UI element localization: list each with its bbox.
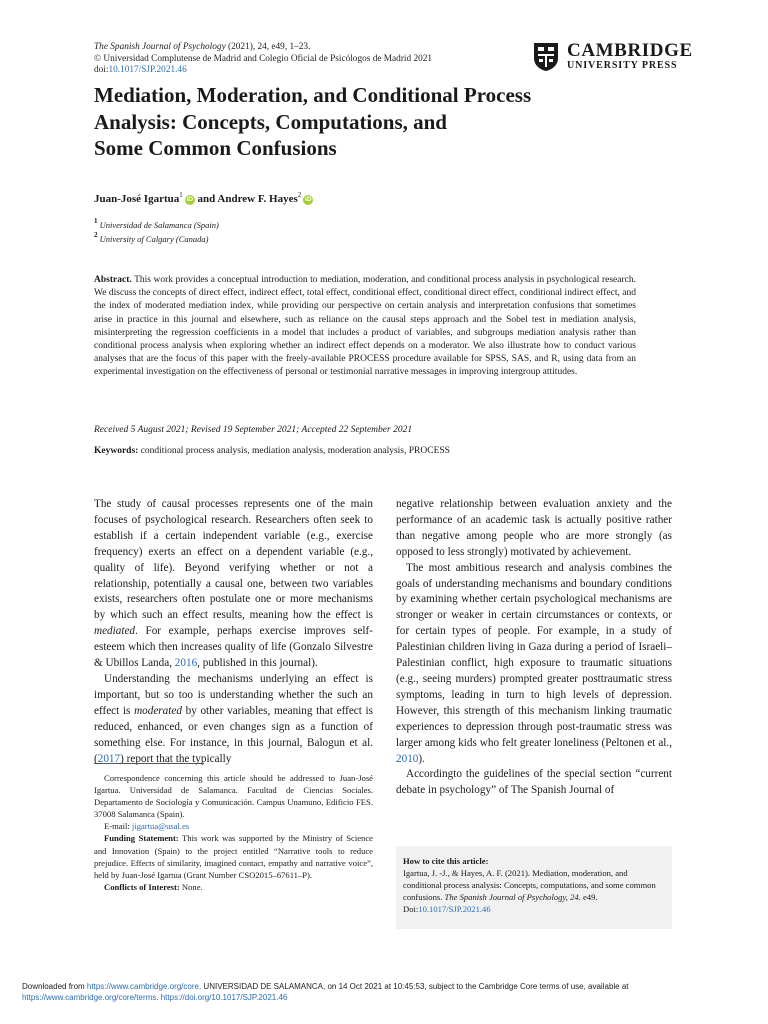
journal-header: [94, 42, 494, 77]
doi-line: [94, 65, 494, 77]
abstract-label: Abstract.: [94, 275, 132, 285]
body-text: Understanding the mechanisms underlying an effect is important, but so too is understanding whether the such an effect is: [94, 672, 373, 717]
reference-link[interactable]: 2010: [396, 752, 419, 765]
funding-text: This work was supported by the Ministry of Science and Innovation (Spain) to the project entitled “Narrative tools to reduce prejudice. Effects of similarity, imagined contact, empathy and narrative voice”, held by Juan-José Igartua (Grant Number CSO2015–67611–P).: [94, 833, 373, 880]
conflicts-text: None.: [179, 881, 203, 892]
conflicts-label: Conflicts of Interest:: [104, 881, 180, 892]
body-text: ) report that the typically: [120, 752, 232, 765]
keywords: [94, 446, 450, 456]
how-to-cite-box: [396, 846, 672, 929]
body-text: . For example, perhaps exercise improves self-esteem which then increases quality of life (Gonzalo Silvestre & Ubillos Landa,: [94, 625, 373, 670]
cite-body: e49. Doi:: [403, 892, 598, 915]
title-line: Analysis: Concepts, Computations, and: [94, 109, 447, 134]
emphasis-text: mediated: [94, 625, 136, 638]
article-dates: Received 5 August 2021; Revised 19 September 2021; Accepted 22 September 2021: [94, 425, 413, 435]
body-paragraph: [94, 672, 373, 767]
download-notice: [22, 982, 752, 1003]
author-name: Andrew F. Hayes: [217, 193, 298, 205]
journal-name: The Spanish Journal of Psychology: [94, 42, 226, 52]
conflicts-statement: [94, 881, 373, 893]
affiliation-number: 1: [94, 217, 98, 225]
body-text: The most ambitious research and analysis combines the goals of understanding mechanisms and boundary conditions by examining whether certain psychological mechanisms are stronger or weaker in certain circumstances or contexts, or for certain types of people. For example, in a study of Palestinian children living in Gaza during a period of Israeli–Palestinian conflict, high exposure to traumatic situations (e.g., seeing murders) prompted greater posttraumatic stress symptoms, leading in turn to high levels of depression. However, this strength of this mechanism linking traumatic experiences to depression through post-traumatic stress was larger among kids who felt greater loneliness (Peltonen et al.,: [396, 561, 672, 749]
title-line: Some Common Confusions: [94, 136, 337, 160]
cite-doi-link[interactable]: 10.1017/SJP.2021.46: [418, 904, 491, 915]
cite-heading: How to cite this article:: [403, 856, 489, 866]
download-text: Downloaded from: [22, 982, 87, 991]
orcid-icon[interactable]: iD: [186, 196, 194, 203]
footnote-divider: [94, 763, 204, 764]
funding-label: Funding Statement:: [104, 833, 179, 844]
emphasis-text: moderated: [134, 704, 182, 717]
journal-citation: [94, 42, 494, 54]
publisher-logo: [533, 40, 693, 73]
logo-main-text: CAMBRIDGE: [567, 40, 693, 61]
author-affiliation-number: 1: [179, 191, 183, 199]
download-text: .: [156, 992, 161, 1002]
body-paragraph: [396, 561, 672, 768]
email-link[interactable]: jigartua@usal.es: [131, 821, 190, 832]
article-title: [94, 82, 654, 162]
author-separator: and: [194, 193, 218, 205]
email-label: E-mail:: [104, 821, 132, 832]
funding-statement: [94, 832, 373, 880]
author-list: [94, 193, 313, 205]
reference-link[interactable]: 2017: [97, 752, 121, 765]
affiliation-text: University of Calgary (Canada): [99, 234, 209, 244]
doi-link[interactable]: 10.1017/SJP.2021.46: [108, 65, 187, 75]
title-line: Mediation, Moderation, and Conditional Process: [94, 83, 532, 107]
author-name: Juan-José Igartua: [94, 193, 180, 205]
affiliation-text: Universidad de Salamanca (Spain): [99, 220, 219, 230]
abstract-text: This work provides a conceptual introduction to mediation, moderation, and conditional process analysis in psychological research. We discuss the concepts of direct effect, indirect effect, total effect, conditional effect, conditional direct effect, conditional indirect effect, and the index of moderated mediation index, while providing our perspective on certain analysis and interpretation confusions that sometimes arise in practice in this journal and elsewhere, such as reliance on the causal steps approach and the Sobel test in mediation analysis, misinterpreting the regression coefficients in a model that includes a product of variables, and subgroups mediation analysis rather than conditional process analysis when exploring whether an indirect effect depends on a moderator. We also illustrate how to conduct various analyses that are the focus of this paper with the freely-available PROCESS procedure available for SPSS, SAS, and R, using data from an experimental investigation on the effectiveness of personal or testimonial narrative messages in improving intergroup attitudes.: [94, 275, 639, 378]
body-text: by other variables, meaning that effect is reduced, enhanced, or even changes sign as a function of something else. For instance, in this journal, Balogun et al. (: [94, 704, 373, 765]
correspondence-footnote: [94, 772, 373, 893]
affiliation-number: 2: [94, 231, 98, 239]
journal-citation-rest: (2021), 24, e49, 1–23.: [228, 42, 311, 52]
doi-url-link[interactable]: https://doi.org/10.1017/SJP.2021.46: [160, 992, 288, 1002]
correspondence-text: Correspondence concerning this article should be addressed to Juan-José Igartua. Universidad de Salamanca. Facultad de Ciencias Sociales. Departamento de Sociología y Comunicación. Campus Unamuno, Edificio FES. 37008 Salamanca (Spain).: [94, 773, 373, 820]
reference-link[interactable]: 2016: [174, 657, 198, 670]
body-column-left: [94, 497, 373, 767]
doi-prefix: doi:: [94, 65, 109, 75]
cite-text: [403, 867, 665, 915]
download-text: . UNIVERSIDAD DE SALAMANCA, on 14 Oct 2021 at 10:45:53, subject to the Cambridge Core terms of use, available at: [198, 982, 629, 991]
body-text: , published in this journal).: [197, 657, 318, 670]
download-link[interactable]: https://www.cambridge.org/core: [86, 982, 199, 991]
email-line: [94, 820, 373, 832]
cite-journal: The Spanish Journal of Psychology, 24.: [444, 892, 581, 903]
body-paragraph: Accordingto the guidelines of the special section “current debate in psychology” of The Spanish Journal of: [396, 768, 672, 797]
orcid-icon[interactable]: iD: [305, 196, 312, 203]
terms-link[interactable]: https://www.cambridge.org/core/terms: [22, 992, 157, 1002]
cambridge-shield-icon: [533, 42, 559, 72]
author-affiliation-number: 2: [297, 191, 302, 199]
keywords-label: Keywords:: [94, 446, 139, 456]
logo-sub-text: UNIVERSITY PRESS: [567, 60, 678, 71]
keywords-text: conditional process analysis, mediation analysis, moderation analysis, PROCESS: [138, 446, 450, 456]
copyright-line: © Universidad Complutense de Madrid and Colegio Oficial de Psicólogos de Madrid 2021: [94, 53, 433, 64]
body-text: The study of causal processes represents one of the main focuses of psychological research. Researchers often seek to establish if a certain independent variable (e.g., exercise frequency) exerts an effect on a dependent variable (e.g., quality of life). Beyond verifying whether or not a relationship, potentially a causal one, between two variables exists, researchers often postulate one or more mechanisms by which such an effect results, meaning how the effect is: [94, 498, 373, 622]
cite-body: Igartua, J. -J., & Hayes, A. F. (2021). Mediation, moderation, and conditional process analysis: Concepts, computations, and some common confusions.: [403, 868, 656, 903]
affiliation: [94, 217, 219, 230]
body-paragraph: [94, 497, 373, 672]
affiliation: [94, 231, 209, 244]
abstract: [94, 274, 639, 380]
body-column-right: [396, 497, 672, 799]
body-text: ).: [418, 752, 425, 765]
body-paragraph: negative relationship between evaluation anxiety and the performance of an academic task is actually positive rather than negative among people who are more strongly (as opposed to less strongly) motivated by achievement.: [396, 498, 672, 558]
